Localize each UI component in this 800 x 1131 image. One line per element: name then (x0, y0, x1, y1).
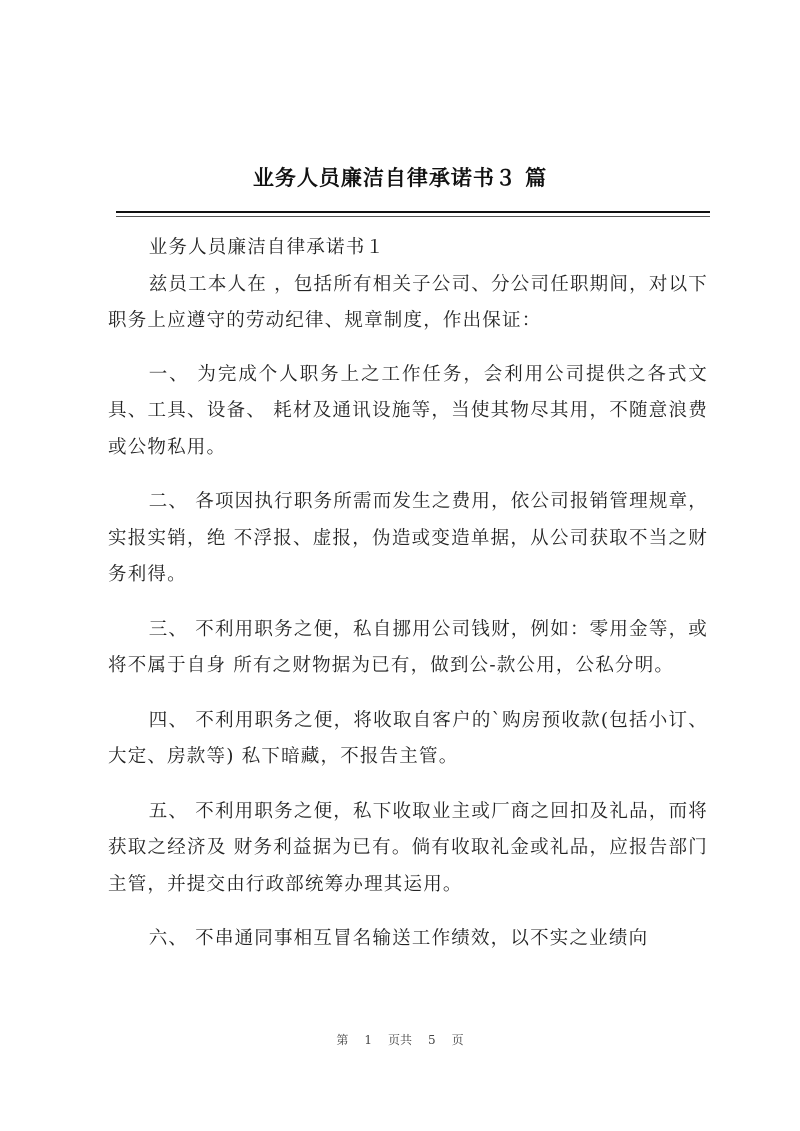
page-footer (0, 1031, 800, 1048)
footer-page-number: 1 (364, 1033, 372, 1047)
footer-total-pages: 5 (428, 1033, 436, 1047)
title-rule-thin (116, 216, 710, 217)
paragraph-item-5: 五、 不利用职务之便，私下收取业主或厂商之回扣及礼品，而将获取之经济及 财务利益据为已有。倘有收取礼金或礼品，应报告部门主管，并提交由行政部统筹办理其运用。 (108, 800, 708, 895)
paragraph-item-3: 三、 不利用职务之便，私自挪用公司钱财，例如：零用金等，或将不属于自身 所有之财物据为已有，做到公-款公用，公私分明。 (108, 618, 708, 676)
paragraph-item-2: 二、 各项因执行职务所需而发生之费用，依公司报销管理规章，实报实销，绝 不浮报、虚报，伪造或变造单据，从公司获取不当之财务利得。 (108, 491, 708, 585)
footer-suffix: 页 (451, 1033, 464, 1047)
paragraph-item-1: 一、 为完成个人职务上之工作任务，会利用公司提供之各式文具、工具、设备、 耗材及通讯设施等，当使其物尽其用，不随意浪费或公物私用。 (108, 363, 708, 458)
footer-prefix: 第 (336, 1033, 349, 1047)
title-rule-thick (116, 211, 710, 213)
paragraph-item-6: 六、 不串通同事相互冒名输送工作绩效，以不实之业绩向 (148, 928, 649, 949)
document-body (108, 230, 708, 976)
document-title: 业务人员廉洁自律承诺书３ 篇 (252, 165, 548, 190)
footer-mid: 页共 (387, 1033, 412, 1047)
section-subtitle: 业务人员廉洁自律承诺书１ (148, 237, 386, 258)
paragraph-intro: 兹员工本人在 ，包括所有相关子公司、分公司任职期间，对以下职务上应遵守的劳动纪律、规章制度，作出保证： (108, 273, 708, 331)
paragraph-item-4: 四、 不利用职务之便，将收取自客户的`购房预收款(包括小订、大定、房款等) 私下暗藏，不报告主管。 (108, 709, 708, 767)
